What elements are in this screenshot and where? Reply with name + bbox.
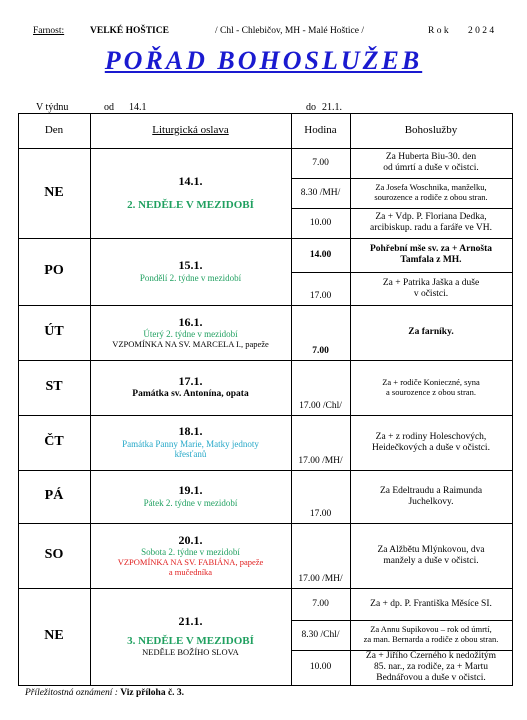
day-date: 16.1. <box>178 314 203 329</box>
mass-hour: 7.00 <box>312 598 329 609</box>
mass-hour: 8.30 /MH/ <box>300 187 341 198</box>
table-header-cell <box>291 113 350 148</box>
mass-hour: 17.00 <box>309 291 332 302</box>
mass-hour-cell <box>291 620 350 650</box>
celebration-cell <box>90 415 291 470</box>
mass-hour: 10.00 <box>309 217 332 228</box>
mass-intention: Za Huberta Biu-30. den od úmrtí a duše v očistci. <box>383 152 479 173</box>
footer-text: Viz příloha č. 3. <box>120 688 185 698</box>
day-name: SO <box>44 547 64 563</box>
mass-hour: 14.00 <box>309 249 332 260</box>
week-from: 14.1 <box>129 102 147 113</box>
day-date: 14.1. <box>178 173 203 188</box>
mass-hour-cell <box>291 238 350 272</box>
day-date: 19.1. <box>178 483 203 498</box>
celebration-name: Úterý 2. týdne v mezidobí <box>143 329 238 340</box>
mass-intention: Za + z rodiny Holeschových, Heidečkových a duše v očistci. <box>372 431 490 453</box>
mass-hour: 17.00 /Chl/ <box>299 401 342 412</box>
table-header-day: Den <box>44 124 64 137</box>
celebration-cell <box>90 360 291 415</box>
celebration-name: 3. NEDĚLE V MEZIDOBÍ <box>127 635 254 648</box>
celebration-cell <box>90 238 291 305</box>
mass-hour: 17.00 /MH/ <box>298 456 343 467</box>
year-value: 2 0 2 4 <box>468 26 495 36</box>
mass-service-cell <box>350 650 512 685</box>
mass-service-cell <box>350 238 512 272</box>
mass-intention: Za + dp. P. Františka Měsíce SI. <box>370 598 492 609</box>
page-title: POŘAD BOHOSLUŽEB <box>104 46 423 75</box>
mass-intention: Za Alžbětu Mlýnkovou, dva manžely a duše v očistci. <box>377 544 485 566</box>
day-cell <box>18 415 90 470</box>
parish-name: VELKÉ HOŠTICE <box>90 26 169 36</box>
mass-hour-cell <box>291 305 350 360</box>
footer-label: Příležitostná oznámení : <box>25 688 118 698</box>
mass-service-cell <box>350 178 512 208</box>
mass-hour-cell <box>291 178 350 208</box>
mass-intention: Za + Jiřího Czerného k nedožitým 85. nar., za rodiče, za + Martu Bednářovou a duše v očistci. <box>365 651 497 683</box>
mass-intention: Za Annu Supikovou – rok od úmrtí, za man. Bernarda a rodiče z obou stran. <box>363 624 499 644</box>
celebration-name: Pondělí 2. týdne v mezidobí <box>139 273 242 284</box>
mass-hour-cell <box>291 650 350 685</box>
table-border <box>18 113 512 114</box>
mass-intention: Za + rodiče Konieczné, syna a sourozence z obou stran. <box>382 376 480 397</box>
week-from-label: od <box>104 102 114 113</box>
footer <box>25 688 184 698</box>
celebration-name: Pátek 2. týdne v mezidobí <box>143 498 238 509</box>
mass-intention: Za + Vdp. P. Floriana Dedka, arcibiskup. radu a faráře ve VH. <box>370 212 492 233</box>
table-header-celebration: Liturgická oslava <box>152 124 229 137</box>
parish-label: Farnost: <box>33 26 65 36</box>
year-label: R o k <box>428 26 449 36</box>
table-header-hour: Hodina <box>304 124 337 137</box>
mass-service-cell <box>350 523 512 588</box>
day-cell <box>18 360 90 415</box>
mass-service-cell <box>350 415 512 470</box>
week-to-label: do <box>306 102 316 113</box>
celebration-cell <box>90 588 291 685</box>
table-border <box>512 113 513 686</box>
mass-service-cell <box>350 620 512 650</box>
day-cell <box>18 148 90 238</box>
mass-hour: 10.00 <box>309 662 332 673</box>
day-date: 21.1. <box>178 614 203 629</box>
week-to: 21.1. <box>322 102 342 113</box>
mass-intention: Za + Patrika Jaška a duše v očistci. <box>382 277 480 299</box>
celebration-cell <box>90 523 291 588</box>
mass-hour-cell <box>291 588 350 620</box>
mass-service-cell <box>350 272 512 305</box>
table-header-cell <box>90 113 291 148</box>
mass-service-cell <box>350 305 512 360</box>
day-cell <box>18 305 90 360</box>
celebration-note: VZPOMÍNKA NA SV. FABIÁNA, papeže a mučedníka <box>117 556 264 577</box>
celebration-name: Památka sv. Antonína, opata <box>132 388 249 399</box>
celebration-cell <box>90 470 291 523</box>
day-cell <box>18 523 90 588</box>
mass-hour: 8.30 /Chl/ <box>301 629 340 640</box>
mass-hour-cell <box>291 148 350 178</box>
mass-intention: Pohřební mše sv. za + Arnošta Tamfala z MH. <box>369 244 493 265</box>
celebration-note: VZPOMÍNKA NA SV. MARCELA I., papeže <box>112 338 269 349</box>
day-name: ST <box>45 379 63 395</box>
day-date: 18.1. <box>178 424 203 439</box>
table-header-cell <box>18 113 90 148</box>
mass-hour: 7.00 <box>312 346 329 357</box>
mass-service-cell <box>350 360 512 415</box>
mass-service-cell <box>350 148 512 178</box>
mass-hour: 17.00 <box>309 509 332 520</box>
day-name: ÚT <box>44 324 64 340</box>
mass-hour: 7.00 <box>312 157 329 168</box>
day-name: ČT <box>44 434 64 450</box>
celebration-cell <box>90 305 291 360</box>
day-name: NE <box>44 628 64 644</box>
table-header-service: Bohoslužby <box>404 124 458 137</box>
day-cell <box>18 588 90 685</box>
mass-hour-cell <box>291 208 350 238</box>
mass-hour-cell <box>291 272 350 305</box>
day-name: PÁ <box>44 488 64 504</box>
mass-intention: Za Josefa Woschnika, manželku, sourozence a rodiče z obou stran. <box>374 182 488 202</box>
filial-note: / Chl - Chlebičov, MH - Malé Hoštice / <box>215 26 364 36</box>
day-cell <box>18 238 90 305</box>
day-cell <box>18 470 90 523</box>
day-name: PO <box>44 263 64 279</box>
table-border <box>18 685 512 686</box>
day-date: 20.1. <box>178 532 203 547</box>
celebration-name: Sobota 2. týdne v mezidobí <box>141 547 240 558</box>
mass-service-cell <box>350 588 512 620</box>
mass-intention: Za Edeltraudu a Raimunda Juchelkovy. <box>379 485 483 507</box>
mass-hour-cell <box>291 523 350 588</box>
mass-intention: Za farníky. <box>408 327 454 338</box>
day-name: NE <box>44 184 64 200</box>
day-date: 15.1. <box>178 258 203 273</box>
day-date: 17.1. <box>178 374 203 389</box>
mass-hour-cell <box>291 360 350 415</box>
mass-service-cell <box>350 208 512 238</box>
celebration-name: 2. NEDĚLE V MEZIDOBÍ <box>127 198 254 211</box>
celebration-note: NEDĚLE BOŽÍHO SLOVA <box>142 646 239 657</box>
mass-hour: 17.00 /MH/ <box>298 574 343 585</box>
table-header-cell <box>350 113 512 148</box>
mass-service-cell <box>350 470 512 523</box>
celebration-name: Památka Panny Marie, Matky jednoty křesťanů <box>122 439 259 460</box>
celebration-cell <box>90 148 291 238</box>
week-label: V týdnu <box>36 102 69 113</box>
mass-hour-cell <box>291 415 350 470</box>
mass-hour-cell <box>291 470 350 523</box>
